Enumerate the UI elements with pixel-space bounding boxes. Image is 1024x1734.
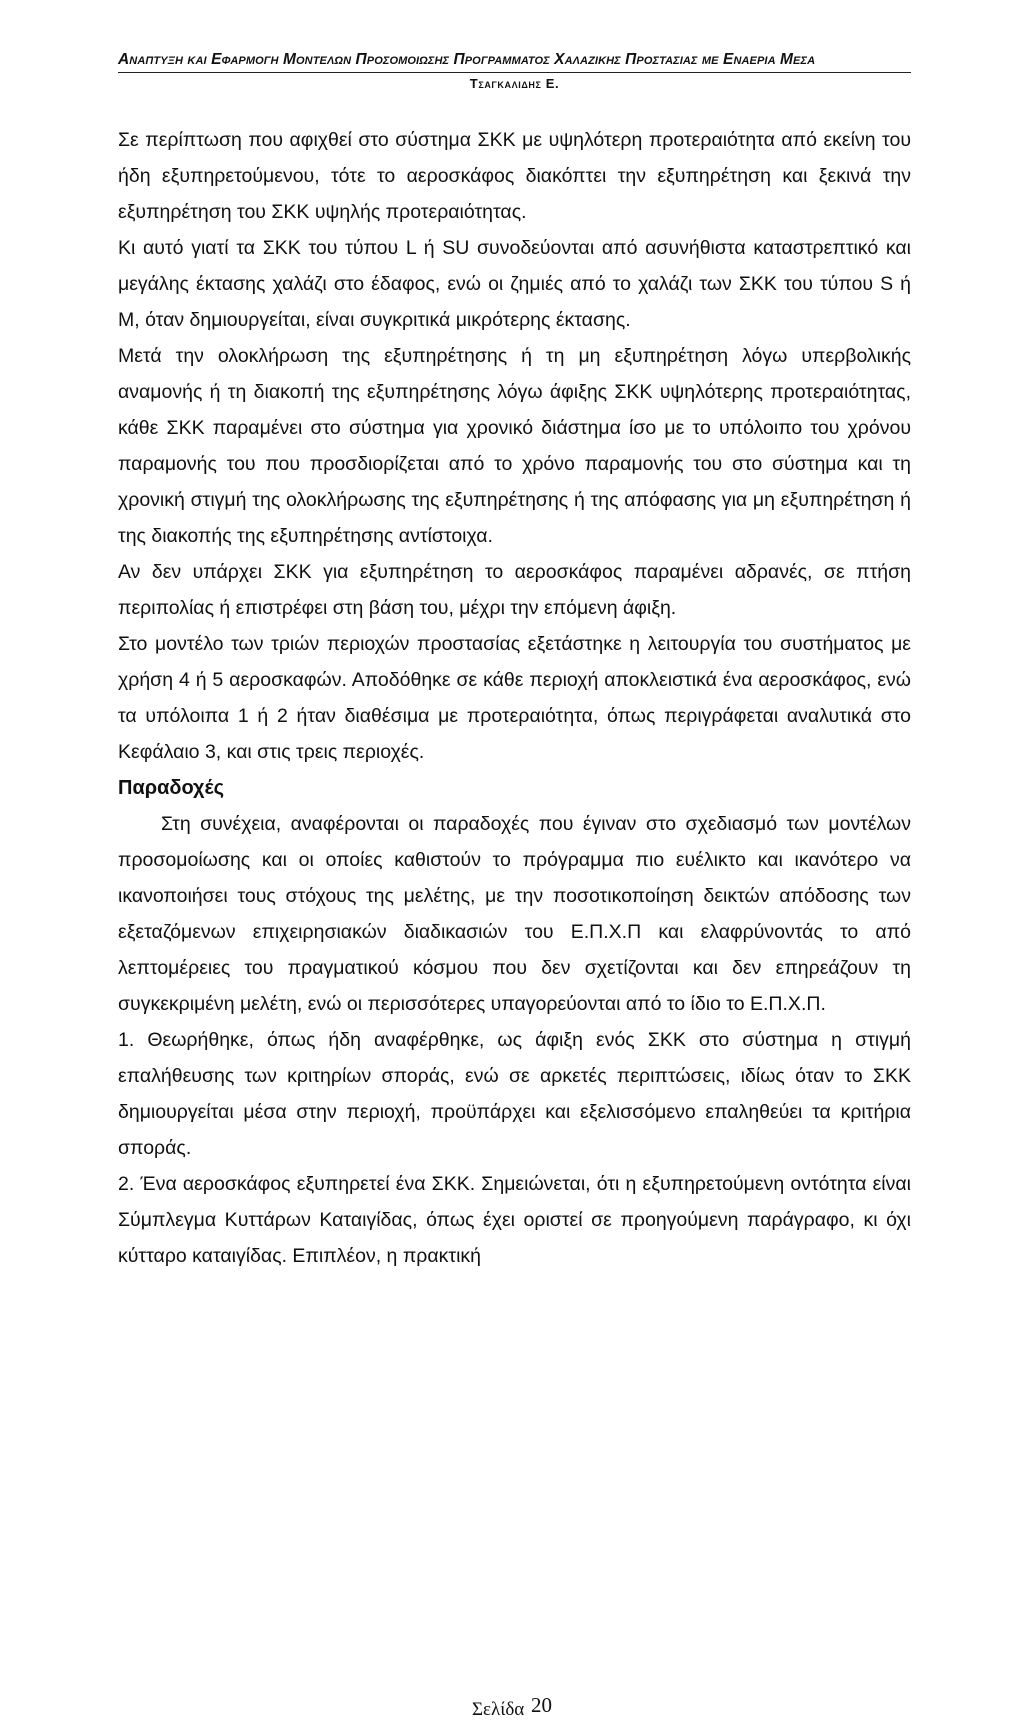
section-heading-assumptions: Παραδοχές bbox=[118, 777, 224, 799]
page-label: Σελίδα bbox=[471, 1699, 525, 1720]
paragraph-assumptions-intro: Στη συνέχεια, αναφέρονται οι παραδοχές που έγιναν στο σχεδιασμό των μοντέλων προσομοίωσης και οι οποίες καθιστούν το πρόγραμμα πιο ευέλικτο και ικανότερο να ικανοποιήσει τους στόχους της μελέτης, με την ποσοτικοποίηση δεικτών απόδοσης των εξεταζόμενων επιχειρησιακών διαδικασιών του Ε.Π.Χ.Π και ελαφρύνοντάς το από λεπτομέρειες του πραγματικού κόσμου που δεν σχετίζονται και δεν επηρεάζουν τη συγκεκριμένη μελέτη, ενώ οι περισσότερες υπαγορεύονται από το ίδιο το Ε.Π.Χ.Π. bbox=[118, 813, 911, 1015]
assumption-item-2: 2. Ένα αεροσκάφος εξυπηρετεί ένα ΣΚΚ. Σημειώνεται, ότι η εξυπηρετούμενη οντότητα είναι Σύμπλεγμα Κυττάρων Καταιγίδας, όπως έχει οριστεί σε προηγούμενη παράγραφο, κι όχι κύτταρο καταιγίδας. Επιπλέον, η πρακτική bbox=[118, 1173, 911, 1267]
running-header bbox=[118, 50, 911, 92]
paragraph-idle-aircraft: Αν δεν υπάρχει ΣΚΚ για εξυπηρέτηση το αεροσκάφος παραμένει αδρανές, σε πτήση περιπολίας ή επιστρέφει στη βάση του, μέχρι την επόμενη άφιξη. bbox=[118, 561, 911, 619]
paragraph-cell-types: Κι αυτό γιατί τα ΣΚΚ του τύπου L ή SU συνοδεύονται από ασυνήθιστα καταστρεπτικό και μεγάλης έκτασης χαλάζι στο έδαφος, ενώ οι ζημιές από το χαλάζι των ΣΚΚ του τύπου S ή M, όταν δημιουργείται, είναι συγκριτικά μικρότερης έκτασης. bbox=[118, 237, 911, 331]
paragraph-priority-interrupt: Σε περίπτωση που αφιχθεί στο σύστημα ΣΚΚ με υψηλότερη προτεραιότητα από εκείνη του ήδη εξυπηρετούμενου, τότε το αεροσκάφος διακόπτει την εξυπηρέτηση και ξεκινά την εξυπηρέτηση του ΣΚΚ υψηλής προτεραιότητας. bbox=[118, 129, 911, 223]
header-author: Τσαγκαλιδης Ε. bbox=[469, 76, 560, 91]
paragraph-residence-time: Μετά την ολοκλήρωση της εξυπηρέτησης ή τη μη εξυπηρέτηση λόγω υπερβολικής αναμονής ή τη διακοπή της εξυπηρέτησης λόγω άφιξης ΣΚΚ υψηλότερης προτεραιότητας, κάθε ΣΚΚ παραμένει στο σύστημα για χρονικό διάστημα ίσο με το υπόλοιπο του χρόνου παραμονής του που προσδιορίζεται από το χρόνο παραμονής του στο σύστημα και τη χρονική στιγμή της ολοκλήρωσης της εξυπηρέτησης ή της απόφασης για μη εξυπηρέτηση ή της διακοπής της εξυπηρέτησης αντίστοιχα. bbox=[118, 345, 911, 547]
paragraph-three-regions: Στο μοντέλο των τριών περιοχών προστασίας εξετάστηκε η λειτουργία του συστήματος με χρήση 4 ή 5 αεροσκαφών. Αποδόθηκε σε κάθε περιοχή αποκλειστικά ένα αεροσκάφος, ενώ τα υπόλοιπα 1 ή 2 ήταν διαθέσιμα με προτεραιότητα, όπως περιγράφεται αναλυτικά στο Κεφάλαιο 3, και στις τρεις περιοχές. bbox=[118, 633, 911, 763]
header-divider bbox=[118, 72, 911, 73]
body-text bbox=[118, 122, 911, 1274]
page-number: 20 bbox=[531, 1693, 553, 1717]
assumption-item-1: 1. Θεωρήθηκε, όπως ήδη αναφέρθηκε, ως άφιξη ενός ΣΚΚ στο σύστημα η στιγμή επαλήθευσης των κριτηρίων σποράς, ενώ σε αρκετές περιπτώσεις, ιδίως όταν το ΣΚΚ δημιουργείται μέσα στην περιοχή, προϋπάρχει και εξελισσόμενο επαληθεύει τα κριτήρια σποράς. bbox=[118, 1029, 911, 1159]
header-title: Αναπτυξη και Εφαρμογη Μοντελων Προσομοιωσης Προγραμματος Χαλαζικης Προστασιας με Εναερια Μεσα bbox=[118, 51, 816, 68]
page-footer bbox=[0, 1693, 1024, 1721]
